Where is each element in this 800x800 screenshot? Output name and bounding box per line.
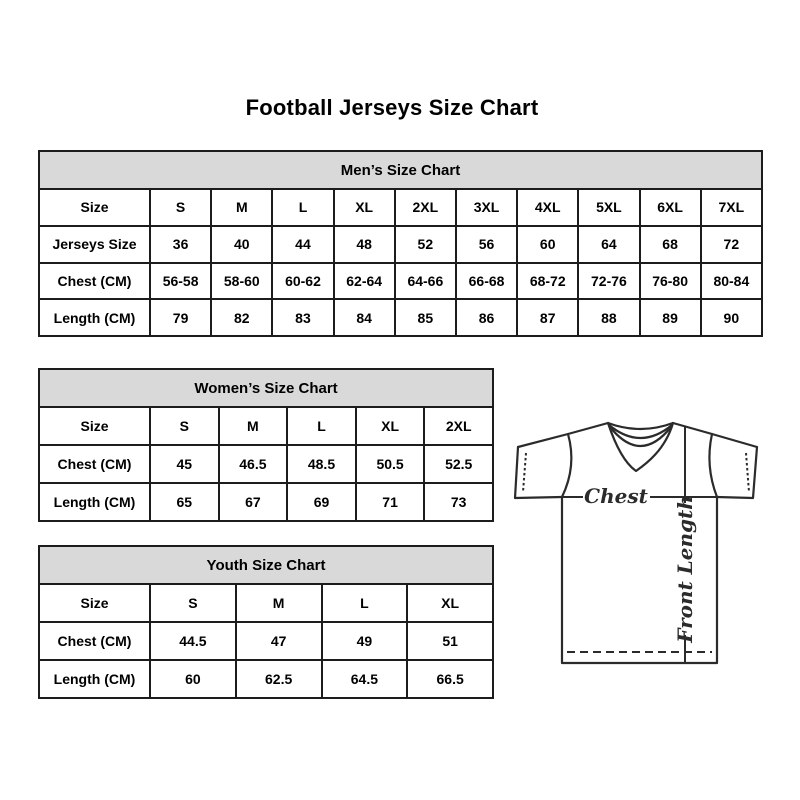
value-cell: 67 (219, 483, 288, 521)
value-cell: 62.5 (236, 660, 322, 698)
row-label-cell: Chest (CM) (39, 263, 150, 300)
value-cell: 66.5 (407, 660, 493, 698)
jersey-diagram-svg (505, 398, 763, 670)
value-cell: 47 (236, 622, 322, 660)
table-row (39, 226, 762, 263)
value-cell: 60 (150, 660, 236, 698)
value-cell: M (236, 584, 322, 622)
value-cell: 36 (150, 226, 211, 263)
table-header-row (39, 151, 762, 189)
table-section-title: Youth Size Chart (39, 546, 493, 584)
value-cell: 60-62 (272, 263, 333, 300)
value-cell: L (322, 584, 408, 622)
value-cell: 64 (578, 226, 639, 263)
value-cell: 68-72 (517, 263, 578, 300)
youth-size-chart-table (38, 545, 494, 699)
value-cell: 69 (287, 483, 356, 521)
jersey-left-shoulder-line (518, 423, 608, 447)
row-label-cell: Size (39, 189, 150, 226)
value-cell: 65 (150, 483, 219, 521)
row-label-cell: Chest (CM) (39, 445, 150, 483)
jersey-measurement-diagram (505, 398, 763, 670)
row-label-cell: Size (39, 407, 150, 445)
value-cell: 56 (456, 226, 517, 263)
value-cell: XL (407, 584, 493, 622)
value-cell: 50.5 (356, 445, 425, 483)
left-sleeve-hem-dashed-line (523, 453, 526, 492)
row-label-cell: Length (CM) (39, 483, 150, 521)
value-cell: 87 (517, 299, 578, 336)
table-row (39, 622, 493, 660)
value-cell: 62-64 (334, 263, 395, 300)
value-cell: 4XL (517, 189, 578, 226)
table-section-title: Women’s Size Chart (39, 369, 493, 407)
value-cell: 64.5 (322, 660, 408, 698)
value-cell: 66-68 (456, 263, 517, 300)
value-cell: 90 (701, 299, 762, 336)
value-cell: 52.5 (424, 445, 493, 483)
value-cell: 68 (640, 226, 701, 263)
row-label-cell: Jerseys Size (39, 226, 150, 263)
jersey-right-armhole-seam (709, 434, 717, 497)
value-cell: 72 (701, 226, 762, 263)
jersey-collar-arc-outer (608, 423, 673, 429)
page-title: Football Jerseys Size Chart (245, 95, 539, 120)
jersey-left-armhole-seam (562, 434, 571, 497)
value-cell: 40 (211, 226, 272, 263)
value-cell: 80-84 (701, 263, 762, 300)
value-cell: 48 (334, 226, 395, 263)
right-sleeve-hem-dashed-line (746, 453, 749, 492)
value-cell: 71 (356, 483, 425, 521)
value-cell: 72-76 (578, 263, 639, 300)
womens-size-chart-table (38, 368, 494, 522)
value-cell: L (272, 189, 333, 226)
value-cell: 58-60 (211, 263, 272, 300)
table-header-row (39, 546, 493, 584)
chest-label: Chest (584, 484, 648, 508)
value-cell: 5XL (578, 189, 639, 226)
row-label-cell: Size (39, 584, 150, 622)
men-table (38, 150, 763, 337)
table-row (39, 445, 493, 483)
table-section-title: Men’s Size Chart (39, 151, 762, 189)
value-cell: S (150, 189, 211, 226)
value-cell: 51 (407, 622, 493, 660)
row-label-cell: Length (CM) (39, 299, 150, 336)
value-cell: 2XL (395, 189, 456, 226)
value-cell: 83 (272, 299, 333, 336)
table-row (39, 660, 493, 698)
value-cell: 79 (150, 299, 211, 336)
women-table (38, 368, 494, 522)
table-row (39, 483, 493, 521)
value-cell: 85 (395, 299, 456, 336)
row-label-cell: Chest (CM) (39, 622, 150, 660)
table-row (39, 584, 493, 622)
value-cell: 6XL (640, 189, 701, 226)
value-cell: 45 (150, 445, 219, 483)
youth-table (38, 545, 494, 699)
value-cell: 49 (322, 622, 408, 660)
value-cell: 3XL (456, 189, 517, 226)
value-cell: 88 (578, 299, 639, 336)
jersey-right-sleeve-outline (717, 447, 757, 498)
value-cell: S (150, 584, 236, 622)
row-label-cell: Length (CM) (39, 660, 150, 698)
value-cell: M (211, 189, 272, 226)
value-cell: L (287, 407, 356, 445)
value-cell: 60 (517, 226, 578, 263)
value-cell: 48.5 (287, 445, 356, 483)
value-cell: 52 (395, 226, 456, 263)
value-cell: 7XL (701, 189, 762, 226)
value-cell: 73 (424, 483, 493, 521)
value-cell: 82 (211, 299, 272, 336)
value-cell: S (150, 407, 219, 445)
table-row (39, 299, 762, 336)
value-cell: 56-58 (150, 263, 211, 300)
value-cell: 44 (272, 226, 333, 263)
value-cell: 76-80 (640, 263, 701, 300)
value-cell: 84 (334, 299, 395, 336)
value-cell: M (219, 407, 288, 445)
table-row (39, 263, 762, 300)
value-cell: 44.5 (150, 622, 236, 660)
table-header-row (39, 369, 493, 407)
mens-size-chart-table (38, 150, 763, 337)
value-cell: XL (356, 407, 425, 445)
value-cell: XL (334, 189, 395, 226)
value-cell: 46.5 (219, 445, 288, 483)
value-cell: 89 (640, 299, 701, 336)
jersey-left-sleeve-outline (515, 447, 562, 498)
value-cell: 64-66 (395, 263, 456, 300)
table-row (39, 189, 762, 226)
value-cell: 2XL (424, 407, 493, 445)
table-row (39, 407, 493, 445)
value-cell: 86 (456, 299, 517, 336)
front-length-label: Front Length (673, 495, 697, 643)
